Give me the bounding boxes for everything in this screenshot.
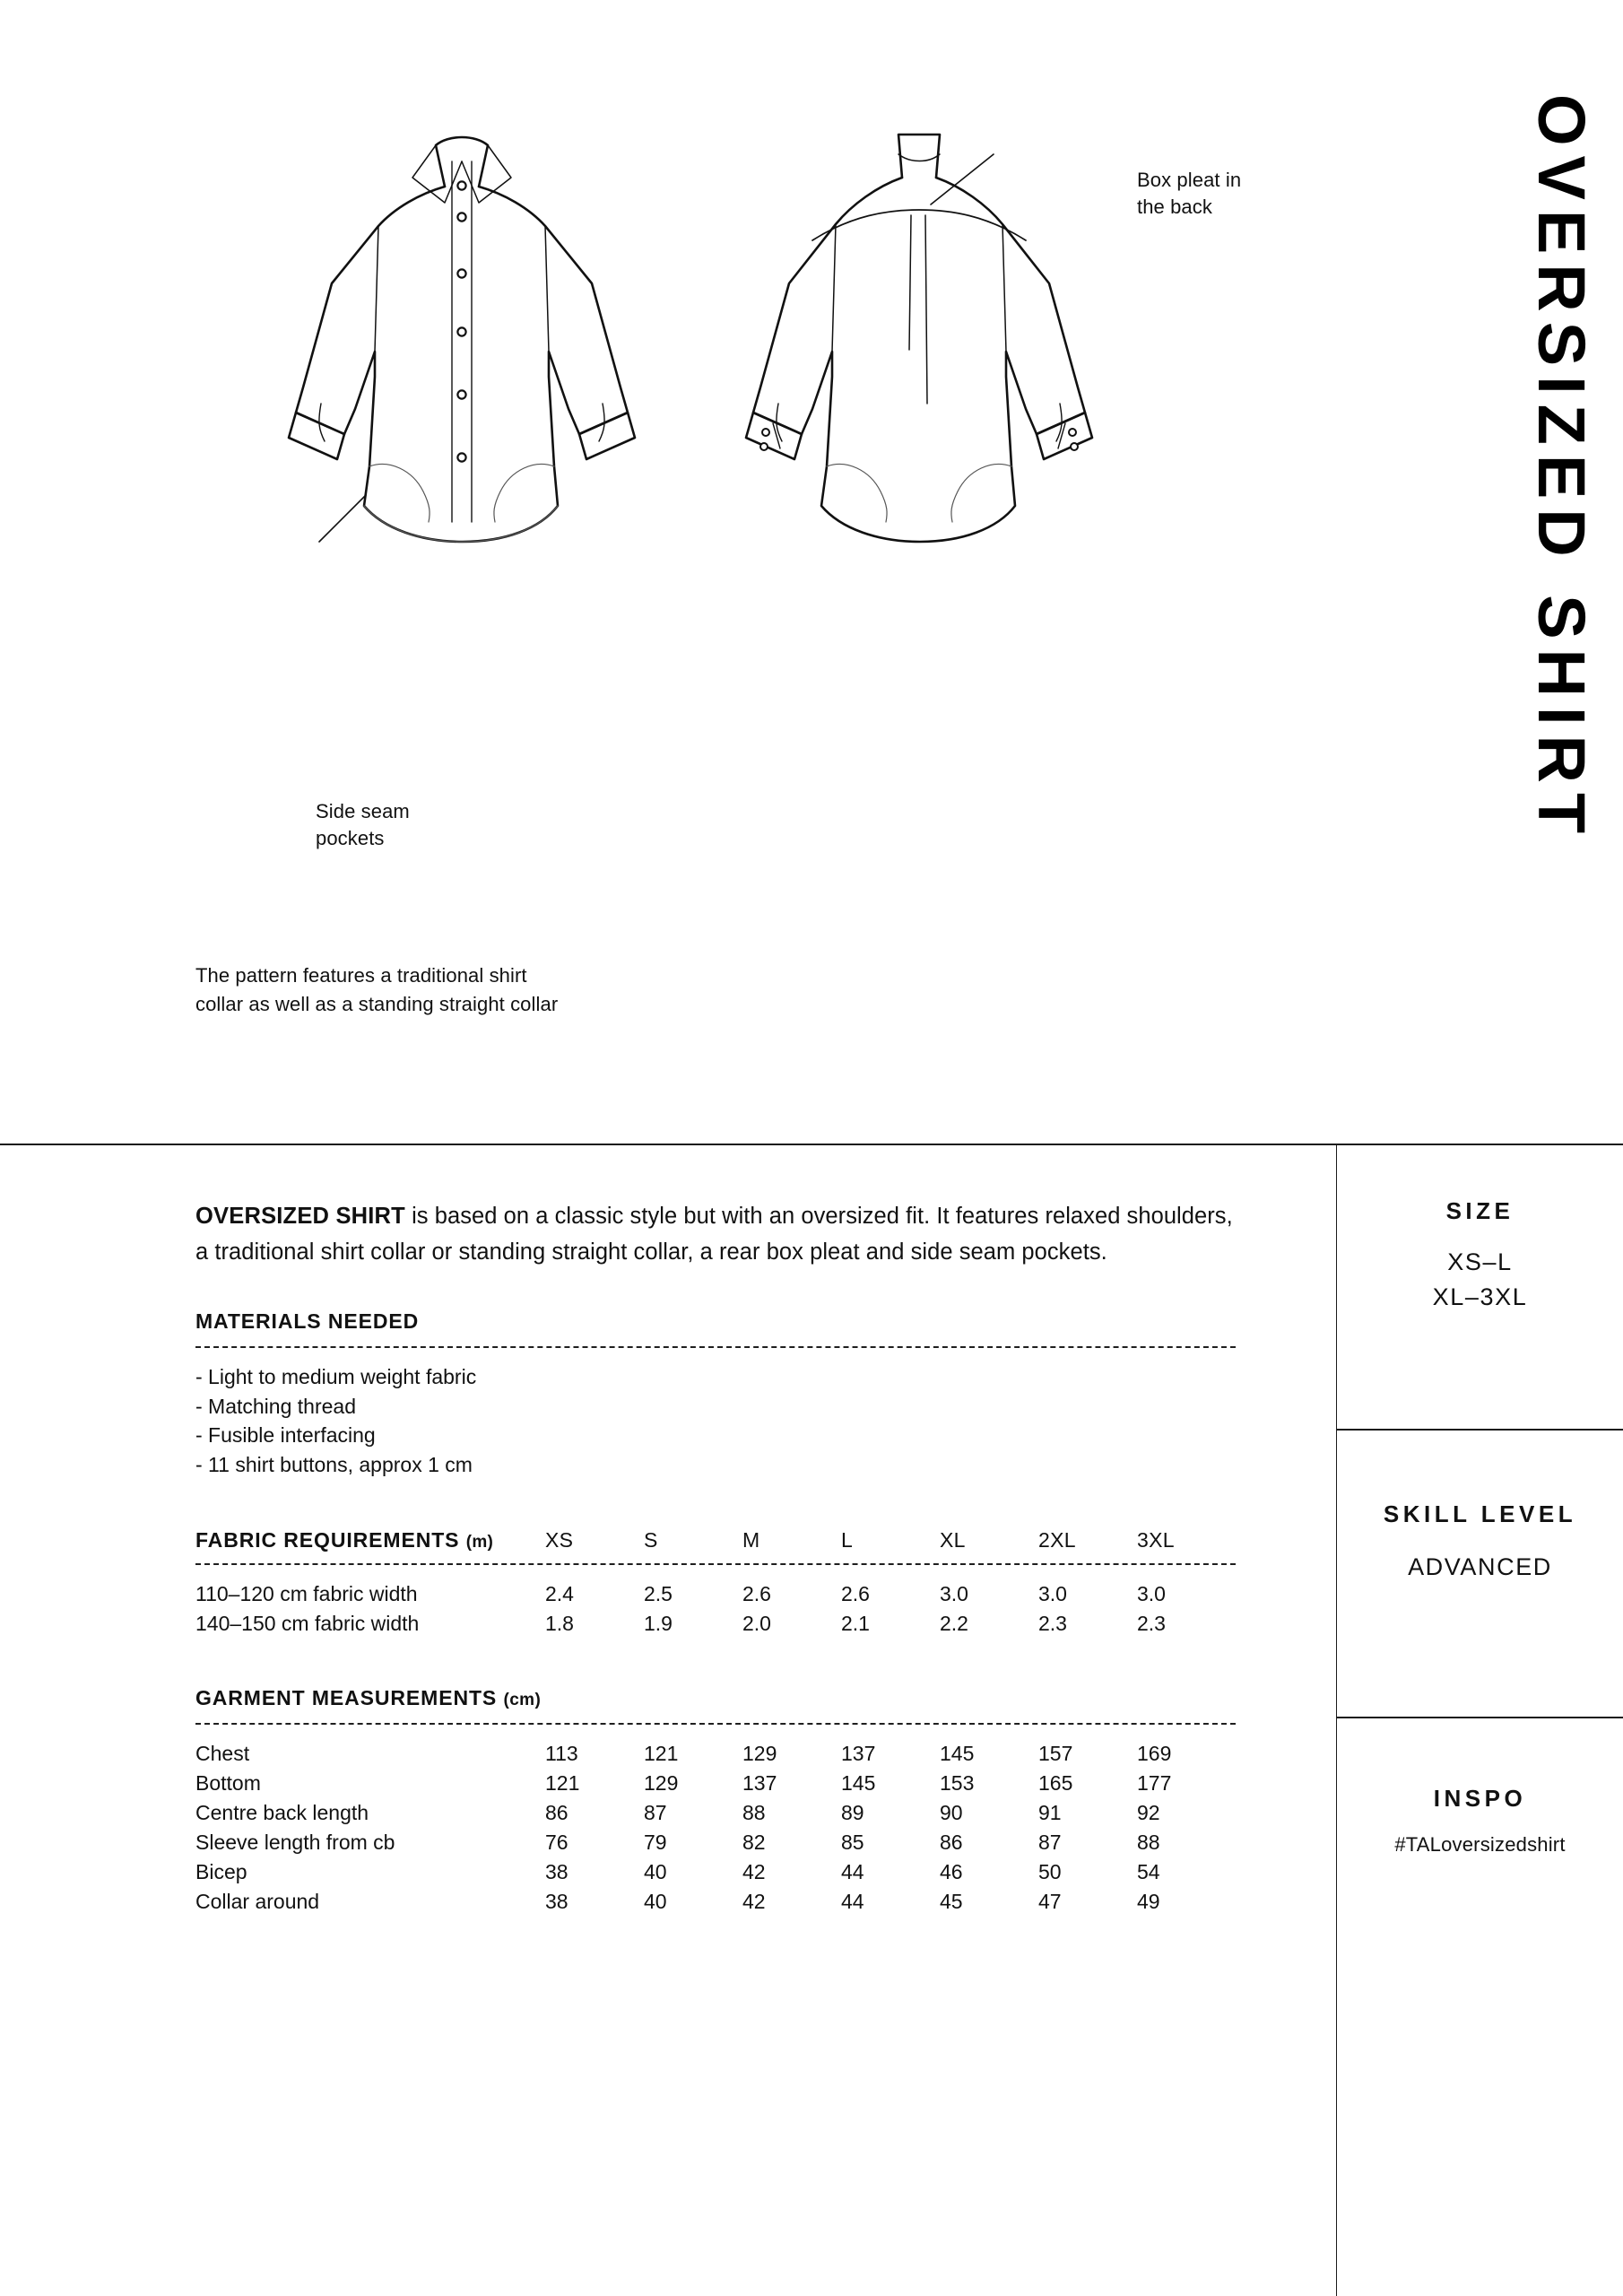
sidebar-block-skill-level [1337,1431,1623,1717]
cell-value: 113 [545,1742,578,1766]
cell-value: 2.3 [1137,1611,1166,1635]
content-column [195,1199,1236,1917]
inspo-title: INSPO [1433,1785,1527,1812]
cell-value: 44 [841,1889,864,1913]
front-buttons [457,181,465,461]
intro-body: is based on a classic style but with an oversized fit. It features relaxed shoulders, a traditional shirt collar or standing straight collar, a rear box pleat and side seam pockets. [195,1204,1233,1265]
page-title-text: OVERSIZED SHIRT [1524,94,1599,844]
garment-measurements-heading-text: GARMENT MEASUREMENTS [195,1686,498,1710]
table-row [195,1857,1236,1887]
details-section [0,1145,1623,2296]
cell-value: 121 [644,1742,679,1766]
cell-value: 2.4 [545,1581,574,1605]
size-title: SIZE [1445,1197,1515,1224]
cell-value: 177 [1137,1771,1172,1796]
cell-value: 42 [742,1889,766,1913]
cell-value: 40 [644,1889,667,1913]
row-label: 110–120 cm fabric width [195,1581,418,1605]
row-label: Bottom [195,1771,261,1796]
fabric-requirements-unit: (m) [465,1532,494,1552]
collar-note-line1: The pattern features a traditional shirt [195,964,527,987]
cell-value: 87 [1038,1831,1062,1855]
cell-value: 45 [940,1889,963,1913]
table-row [195,1769,1236,1798]
annotation-box-pleat-line1: Box pleat in [1137,169,1242,191]
row-label: Chest [195,1742,250,1766]
cell-value: 88 [1137,1831,1160,1855]
skill-level-value: ADVANCED [1408,1553,1552,1580]
cell-value: 2.5 [644,1581,673,1605]
size-value-line2: XL–3XL [1432,1283,1528,1311]
cell-value: 38 [545,1859,568,1883]
column-header-m: M [742,1527,760,1552]
illustration-section [0,0,1623,1144]
cell-value: 2.6 [742,1581,771,1605]
cell-value: 88 [742,1801,766,1825]
row-label: Centre back length [195,1801,369,1825]
column-header-xl: XL [940,1527,966,1552]
materials-heading: MATERIALS NEEDED [195,1309,420,1334]
cell-value: 145 [940,1742,975,1766]
table-row [195,1887,1236,1917]
cell-value: 165 [1038,1771,1073,1796]
sidebar-block-size [1337,1145,1623,1429]
column-header-l: L [841,1527,854,1552]
cell-value: 85 [841,1831,864,1855]
cell-value: 54 [1137,1859,1160,1883]
cell-value: 47 [1038,1889,1062,1913]
collar-note-line2: collar as well as a standing straight collar [195,992,559,1015]
cell-value: 2.1 [841,1611,870,1635]
size-value-line1: XS–L [1447,1248,1513,1275]
cuff-buttons [760,429,1078,450]
list-item: - Matching thread [195,1394,356,1418]
cell-value: 1.9 [644,1611,673,1635]
cell-value: 40 [644,1859,667,1883]
cell-value: 157 [1038,1742,1073,1766]
cell-value: 1.8 [545,1611,574,1635]
cell-value: 2.6 [841,1581,870,1605]
annotation-side-seam-pockets [316,798,410,851]
list-item: - Light to medium weight fabric [195,1365,477,1389]
cell-value: 3.0 [940,1581,968,1605]
cell-value: 91 [1038,1801,1062,1825]
intro-paragraph [195,1199,1236,1270]
leader-line-side-seam [319,495,366,542]
cell-value: 76 [545,1831,568,1855]
skill-level-title: SKILL LEVEL [1383,1500,1577,1527]
page-title-vertical [1444,0,1623,897]
cell-value: 86 [940,1831,963,1855]
row-label: Sleeve length from cb [195,1831,395,1855]
column-header-3xl: 3XL [1137,1527,1175,1552]
cell-value: 2.2 [940,1611,968,1635]
table-row [195,1609,1236,1639]
row-label: Bicep [195,1859,247,1883]
cell-value: 145 [841,1771,876,1796]
cell-value: 87 [644,1801,667,1825]
garment-measurements-dashed-rule [195,1723,1236,1725]
cell-value: 2.3 [1038,1611,1067,1635]
info-sidebar [1336,1145,1623,2296]
collar-note [195,961,558,1019]
materials-dashed-rule [195,1346,1236,1348]
cell-value: 137 [742,1771,777,1796]
column-header-s: S [644,1527,658,1552]
fabric-requirements-heading-text: FABRIC REQUIREMENTS [195,1527,460,1552]
cell-value: 82 [742,1831,766,1855]
cell-value: 44 [841,1859,864,1883]
cell-value: 42 [742,1859,766,1883]
row-label: Collar around [195,1889,320,1913]
fabric-requirements-heading [195,1528,545,1552]
annotation-box-pleat [1137,167,1241,220]
cell-value: 121 [545,1771,580,1796]
cell-value: 153 [940,1771,975,1796]
shirt-back-view [746,135,1092,542]
cell-value: 86 [545,1801,568,1825]
inspo-hashtag: #TALoversizedshirt [1394,1833,1566,1856]
list-item: - Fusible interfacing [195,1423,376,1448]
cell-value: 79 [644,1831,667,1855]
fabric-requirements-dashed-rule [195,1563,1236,1565]
cell-value: 49 [1137,1889,1160,1913]
intro-lead: OVERSIZED SHIRT [195,1204,405,1229]
cell-value: 169 [1137,1742,1172,1766]
cell-value: 50 [1038,1859,1062,1883]
cell-value: 89 [841,1801,864,1825]
cell-value: 3.0 [1137,1581,1166,1605]
sidebar-block-inspo [1337,1718,1623,1859]
table-row [195,1798,1236,1828]
annotation-box-pleat-line2: the back [1137,195,1212,218]
table-row [195,1739,1236,1769]
column-header-xs: XS [545,1527,574,1552]
garment-measurements-heading [195,1686,1236,1710]
cell-value: 3.0 [1038,1581,1067,1605]
fabric-requirements-block [195,1528,1236,1639]
table-row [195,1828,1236,1857]
cell-value: 90 [940,1801,963,1825]
cell-value: 129 [644,1771,679,1796]
list-item: - 11 shirt buttons, approx 1 cm [195,1453,473,1476]
cell-value: 46 [940,1859,963,1883]
annotation-side-seam-line1: Side seam [316,800,410,822]
cell-value: 137 [841,1742,876,1766]
table-row [195,1579,1236,1609]
materials-block [195,1309,1236,1480]
annotation-side-seam-line2: pockets [316,826,385,849]
column-header-2xl: 2XL [1038,1527,1076,1552]
row-label: 140–150 cm fabric width [195,1611,420,1635]
cell-value: 2.0 [742,1611,771,1635]
shirt-front-view [289,137,635,542]
materials-list [195,1362,1236,1480]
garment-measurements-unit: (cm) [503,1691,542,1710]
size-value [1353,1245,1607,1315]
garment-measurements-block [195,1686,1236,1916]
fabric-requirements-header-row [195,1528,1236,1552]
cell-value: 38 [545,1889,568,1913]
cell-value: 92 [1137,1801,1160,1825]
cell-value: 129 [742,1742,777,1766]
